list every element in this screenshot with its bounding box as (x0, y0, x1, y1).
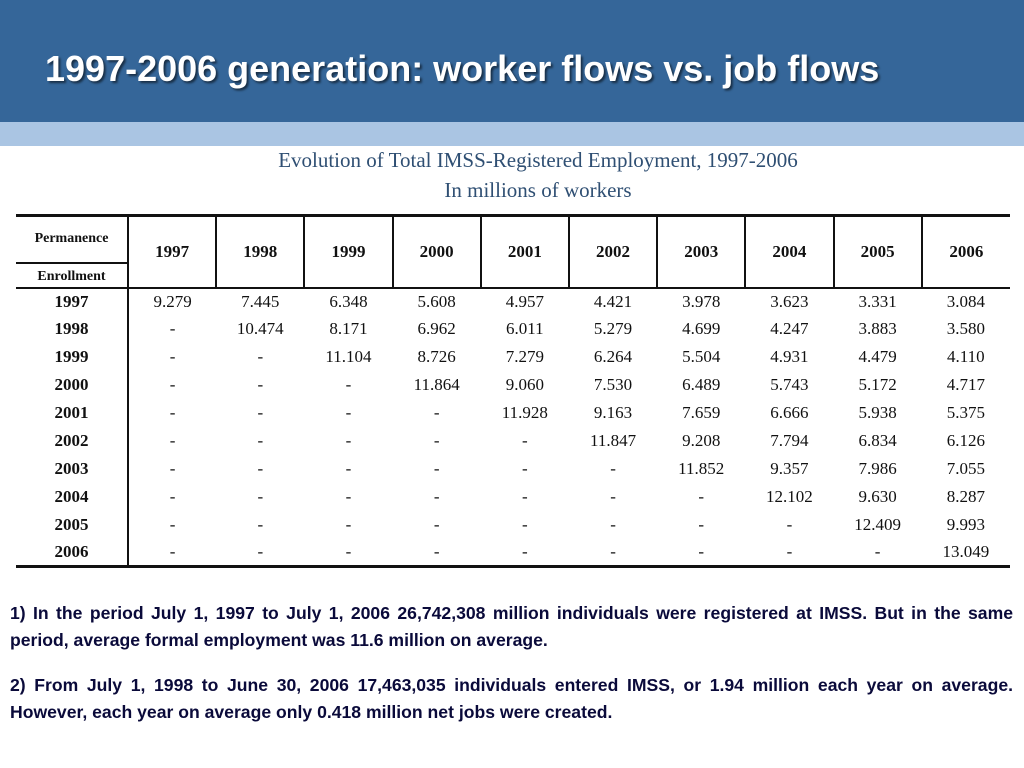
row-label: 2004 (16, 483, 128, 511)
table-cell: 9.357 (770, 458, 809, 478)
table-cell: 13.049 (942, 541, 990, 561)
table-cell: - (433, 541, 440, 561)
table-cell: - (786, 541, 793, 561)
table-row (16, 455, 1010, 483)
table-cell: 7.055 (946, 458, 985, 478)
table-cell: 11.928 (501, 403, 548, 422)
table-cell: 7.279 (505, 347, 544, 367)
table-cell: - (169, 541, 176, 561)
table-cell: - (345, 430, 352, 450)
table-cell: 11.847 (589, 430, 637, 450)
table-cell: - (169, 347, 176, 367)
table-cell: 5.172 (858, 375, 897, 395)
column-header: 1997 (128, 216, 216, 288)
table-cell: - (786, 514, 793, 534)
table-cell: 3.978 (682, 291, 721, 311)
table-cell: 11.852 (678, 458, 725, 478)
table-body (16, 288, 1010, 567)
row-label: 2006 (16, 539, 128, 567)
table-cell: - (345, 458, 352, 478)
table-row (16, 539, 1010, 567)
table-cell: 3.084 (946, 291, 985, 311)
table-cell: 4.717 (946, 375, 985, 395)
table-cell: 5.743 (770, 375, 809, 395)
table-cell: - (169, 486, 176, 506)
table-cell: 3.883 (858, 319, 897, 339)
table-cell: 11.864 (413, 375, 460, 395)
table-cell: 7.794 (770, 430, 809, 450)
table-cell: 10.474 (236, 319, 284, 339)
table-row (16, 288, 1010, 316)
table-cell: 6.489 (682, 375, 721, 395)
table-cell: - (522, 430, 528, 450)
table-cell: 11.104 (325, 347, 372, 367)
table-cell: - (433, 458, 440, 478)
table-cell: 4.110 (947, 347, 985, 367)
table-cell: 4.931 (770, 347, 809, 367)
table-cell: - (345, 403, 352, 422)
table-cell: - (610, 514, 616, 534)
row-label: 1998 (16, 315, 128, 343)
table-cell: 6.348 (329, 291, 368, 311)
table-cell: - (257, 375, 264, 395)
table-cell: - (610, 458, 616, 478)
table-cell: 5.938 (858, 403, 897, 422)
table-cell: 8.726 (417, 347, 456, 367)
table-cell: - (433, 403, 440, 422)
table-cell: 9.208 (682, 430, 721, 450)
table-cell: - (433, 514, 440, 534)
table-cell: 7.659 (682, 403, 721, 422)
column-header: 2006 (922, 216, 1010, 288)
table-cell: - (169, 319, 176, 339)
table-cell: 6.666 (770, 403, 809, 422)
table-cell: 9.630 (858, 486, 897, 506)
column-header: 2001 (481, 216, 569, 288)
row-label: 1999 (16, 343, 128, 371)
table-cell: 4.247 (770, 319, 809, 339)
table-cell: 8.171 (329, 319, 368, 339)
row-label: 2000 (16, 371, 128, 399)
row-label: 2001 (16, 399, 128, 427)
row-label: 2002 (16, 427, 128, 455)
table-cell: 5.375 (946, 403, 985, 422)
table-cell: - (257, 403, 264, 422)
table-cell: - (698, 541, 705, 561)
table-cell: 6.011 (506, 319, 544, 339)
table-row (16, 315, 1010, 343)
table-cell: - (169, 375, 176, 395)
table-cell: - (257, 430, 264, 450)
table-cell: - (433, 430, 440, 450)
table-cell: - (345, 375, 352, 395)
row-label: 2005 (16, 511, 128, 539)
table-cell: 4.699 (682, 319, 721, 339)
table-cell: 9.163 (593, 403, 633, 422)
header-stripe (0, 122, 1024, 146)
row-label: 1997 (16, 288, 128, 316)
table-cell: 9.993 (946, 514, 985, 534)
column-header: 1999 (304, 216, 392, 288)
table-cell: 6.126 (946, 430, 985, 450)
table-cell: - (874, 541, 881, 561)
slide-title: 1997-2006 generation: worker flows vs. job flows (45, 48, 880, 89)
table-cell: - (169, 458, 176, 478)
column-header: 2005 (834, 216, 922, 288)
table-cell: - (433, 486, 440, 506)
table-cell: - (169, 514, 176, 534)
table-cell: 7.986 (858, 458, 897, 478)
table-row (16, 427, 1010, 455)
table-cell: - (522, 514, 528, 534)
table-row (16, 371, 1010, 399)
corner-permanence-label: Permanence (16, 216, 128, 263)
table-cell: 3.331 (858, 291, 897, 311)
note-paragraph: 2) From July 1, 1998 to June 30, 2006 17,463,035 individuals entered IMSS, or 1.94 million each year on average. However, each year on average only 0.418 million net jobs were created. (10, 675, 1013, 722)
table-cell: 8.287 (946, 486, 985, 506)
table-cell: - (522, 486, 528, 506)
table-cell: - (345, 486, 352, 506)
table-cell: - (610, 486, 616, 506)
row-label: 2003 (16, 455, 128, 483)
table-cell: 4.421 (593, 291, 633, 311)
table-cell: 12.409 (854, 514, 901, 534)
table-row (16, 343, 1010, 371)
table-cell: - (257, 347, 264, 367)
table-cell: - (257, 486, 264, 506)
column-header: 2003 (657, 216, 745, 288)
notes (10, 600, 1013, 744)
table-cell: 5.504 (682, 347, 721, 367)
table-cell: - (698, 514, 705, 534)
column-header: 2000 (393, 216, 481, 288)
table-cell: 6.834 (858, 430, 897, 450)
column-header: 2002 (569, 216, 657, 288)
employment-table (16, 214, 1010, 568)
table-cell: 7.445 (241, 291, 280, 311)
table-cell: 3.580 (946, 319, 985, 339)
table-cell: 9.060 (505, 375, 544, 395)
corner-enrollment-label: Enrollment (37, 268, 106, 284)
table-title: Evolution of Total IMSS-Registered Employment, 1997-2006 (278, 148, 798, 172)
note-paragraph: 1) In the period July 1, 1997 to July 1, 2006 26,742,308 million individuals were registered at IMSS. But in the same period, average formal employment was 11.6 million on average. (10, 603, 1013, 650)
table-cell: - (169, 430, 176, 450)
table-cell: - (345, 514, 352, 534)
table-cell: 12.102 (766, 486, 813, 506)
table-row (16, 399, 1010, 427)
table-cell: - (257, 541, 264, 561)
table-cell: 4.479 (858, 347, 897, 367)
table-cell: 5.608 (417, 291, 456, 311)
table-cell: 5.279 (593, 319, 633, 339)
table-cell: - (522, 458, 528, 478)
table-subtitle: In millions of workers (444, 178, 632, 202)
table-cell: - (522, 541, 528, 561)
table-cell: 7.530 (593, 375, 633, 395)
table-cell: - (257, 514, 264, 534)
table-row (16, 483, 1010, 511)
table-cell: - (257, 458, 264, 478)
table-row (16, 511, 1010, 539)
table-cell: 3.623 (770, 291, 809, 311)
table-cell: - (698, 486, 705, 506)
table-cell: 9.279 (153, 291, 192, 311)
table-cell: 6.962 (417, 319, 456, 339)
table-cell: - (169, 403, 176, 422)
table-cell: - (345, 541, 352, 561)
table-cell: 4.957 (505, 291, 544, 311)
column-header: 2004 (745, 216, 833, 288)
table-cell: - (610, 541, 616, 561)
column-header: 1998 (216, 216, 304, 288)
table-cell: 6.264 (593, 347, 633, 367)
